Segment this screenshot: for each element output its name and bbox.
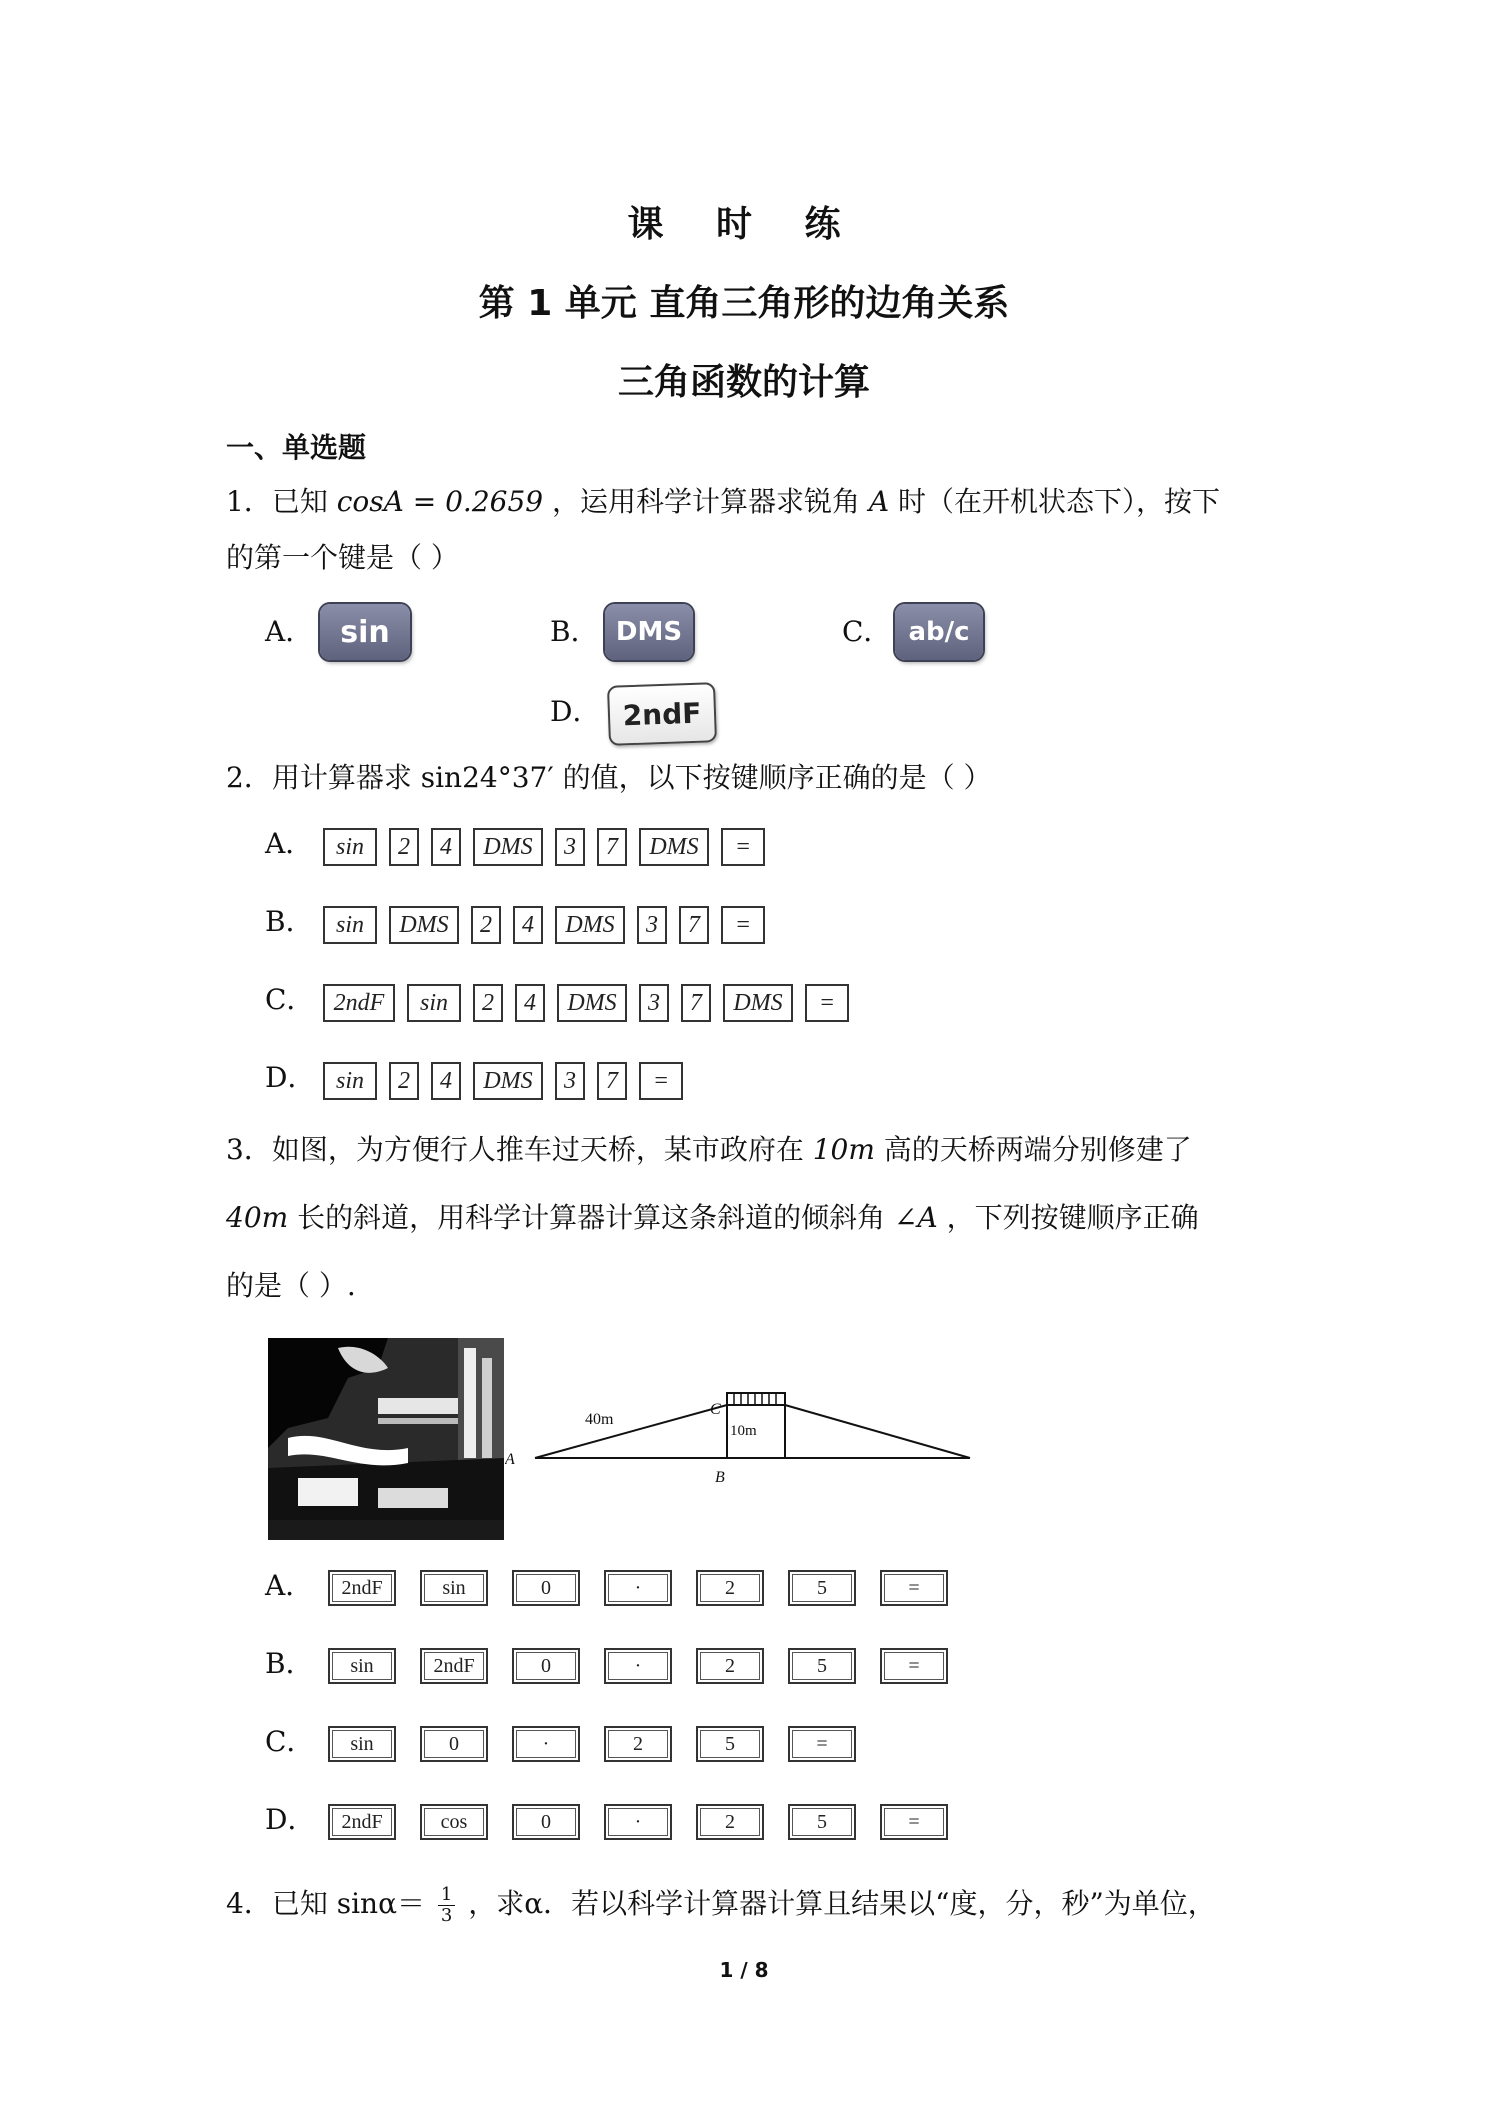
key-sin-key (328, 1726, 396, 1762)
key-DMS-key (639, 828, 709, 866)
key-label: 7 (690, 989, 702, 1016)
key-0-key (512, 1570, 580, 1606)
q4-stem (226, 1884, 1216, 1926)
key-7-key (597, 1062, 627, 1100)
key-label: = (818, 989, 836, 1016)
key--equals (788, 1726, 856, 1762)
key-3-key (555, 828, 585, 866)
key-2ndF-key (323, 984, 395, 1022)
q1-option-a-label: A． (265, 615, 314, 648)
key-label: 3 (648, 989, 660, 1016)
key--equals (805, 984, 849, 1022)
key-label: 0 (449, 1732, 459, 1755)
q1-option-c-label: C． (842, 615, 892, 648)
key-2-key (696, 1570, 764, 1606)
key-label: = (734, 833, 752, 860)
page-title: 课 时 练 (627, 204, 861, 245)
key-label: 7 (606, 1067, 618, 1094)
key-DMS-key (555, 906, 625, 944)
key-label: 5 (817, 1810, 827, 1833)
q3-math: 10m (812, 1133, 875, 1166)
key--equals (721, 906, 765, 944)
key-DMS-key (473, 1062, 543, 1100)
key-label: 5 (817, 1654, 827, 1677)
point-a-label: A (505, 1451, 515, 1468)
q1-text: 1．已知 (226, 485, 337, 518)
key-2-key (389, 1062, 419, 1100)
q3-options-option-label: A． (265, 1569, 314, 1602)
key-label: · (634, 1654, 642, 1677)
key--equals (880, 1648, 948, 1684)
lesson-subtitle: 三角函数的计算 (617, 362, 870, 403)
unit-title: 第 1 单元 直角三角形的边角关系 (478, 283, 1010, 324)
key-label: · (634, 1810, 642, 1833)
key--equals (721, 828, 765, 866)
key-3-key (637, 906, 667, 944)
key-label: 0 (541, 1654, 551, 1677)
key-label: = (908, 1810, 920, 1833)
key-label: DMS (733, 989, 783, 1016)
key-4-key (431, 1062, 461, 1100)
q3-text: 长的斜道，用科学计算器计算这条斜道的倾斜角 (288, 1201, 894, 1234)
key-3-key (639, 984, 669, 1022)
key-2-key (696, 1648, 764, 1684)
page-number: 1 / 8 (719, 1958, 769, 1982)
point-c-label: C (710, 1401, 721, 1418)
key-7-key (679, 906, 709, 944)
key-label: 4 (522, 911, 534, 938)
key-label: 2 (633, 1732, 643, 1755)
key-label: · (634, 1576, 642, 1599)
key-label: · (542, 1732, 550, 1755)
q2-options-option-label: C． (265, 983, 315, 1016)
key-label: DMS (567, 989, 617, 1016)
key-5-key (788, 1804, 856, 1840)
q1-key-dms: DMS (605, 604, 693, 660)
q3-stem-line2 (226, 1198, 1199, 1238)
key-2ndF-key (328, 1804, 396, 1840)
key-label: 2 (725, 1654, 735, 1677)
key-label: 2 (398, 1067, 410, 1094)
key-label: DMS (649, 833, 699, 860)
q1-var: A (868, 485, 890, 518)
key--dot (512, 1726, 580, 1762)
q1-text: ，运用科学计算器求锐角 (543, 485, 869, 518)
key-label: sin (350, 1732, 374, 1755)
q4-text: 4．已知 sinα＝ (226, 1887, 425, 1920)
key-label: 4 (524, 989, 536, 1016)
q1-option-d-label: D． (550, 695, 601, 728)
key-label: = (734, 911, 752, 938)
q2-stem: 2．用计算器求 sin24°37′ 的值，以下按键顺序正确的是（ ） (226, 761, 992, 794)
key-label: sin (335, 911, 364, 938)
key-label: 4 (440, 833, 452, 860)
key--dot (604, 1648, 672, 1684)
key-label: 7 (606, 833, 618, 860)
key-5-key (696, 1726, 764, 1762)
key-sin-key (323, 906, 377, 944)
q4-fraction (438, 1885, 455, 1926)
section-heading: 一、单选题 (226, 431, 367, 464)
key-label: 3 (564, 833, 576, 860)
key-3-key (555, 1062, 585, 1100)
key--equals (639, 1062, 683, 1100)
key-0-key (420, 1726, 488, 1762)
key-label: 0 (541, 1576, 551, 1599)
key-label: 2ndF (333, 989, 385, 1016)
key-sin-key (407, 984, 461, 1022)
q1-stem-line2: 的第一个键是（ ） (226, 541, 459, 574)
height-label: 10m (730, 1423, 757, 1439)
q4-fraction-numerator: 1 (438, 1885, 455, 1906)
key--dot (604, 1804, 672, 1840)
key-label: DMS (483, 1067, 533, 1094)
q2-options-option-label: D． (265, 1061, 316, 1094)
key-label: = (908, 1576, 920, 1599)
key-DMS-key (473, 828, 543, 866)
q1-key-2ndf: 2ndF (607, 682, 717, 746)
key-label: DMS (399, 911, 449, 938)
key-DMS-key (723, 984, 793, 1022)
key-5-key (788, 1648, 856, 1684)
key-label: sin (442, 1576, 466, 1599)
key-5-key (788, 1570, 856, 1606)
q1-stem-line1 (226, 482, 1220, 522)
key-0-key (512, 1804, 580, 1840)
key-2-key (471, 906, 501, 944)
q3-text: 3．如图，为方便行人推车过天桥，某市政府在 (226, 1133, 813, 1166)
key--equals (880, 1804, 948, 1840)
key-4-key (515, 984, 545, 1022)
key-sin-key (420, 1570, 488, 1606)
key-4-key (513, 906, 543, 944)
key-label: DMS (565, 911, 615, 938)
q4-text: ，求α．若以科学计算器计算且结果以“度，分，秒”为单位， (468, 1887, 1216, 1920)
key-label: 5 (817, 1576, 827, 1599)
key-label: sin (335, 833, 364, 860)
key-2-key (604, 1726, 672, 1762)
key-label: 2 (482, 989, 494, 1016)
q3-text: ，下列按键顺序正确 (937, 1201, 1199, 1234)
key-7-key (597, 828, 627, 866)
q3-math: 40m (226, 1201, 289, 1234)
key-2ndF-key (420, 1648, 488, 1684)
key--dot (604, 1570, 672, 1606)
q2-options-option-label: A． (265, 827, 314, 860)
point-b-label: B (715, 1469, 725, 1486)
key-label: = (908, 1654, 920, 1677)
key-label: sin (350, 1654, 374, 1677)
key-4-key (431, 828, 461, 866)
key-label: 5 (725, 1732, 735, 1755)
key-label: cos (440, 1810, 468, 1833)
key-2-key (389, 828, 419, 866)
q1-option-b-label: B． (550, 615, 599, 648)
q1-text: 时（在开机状态下），按下 (889, 485, 1221, 518)
q1-key-sin: sin (320, 604, 410, 660)
bridge-photo (268, 1338, 504, 1540)
key-0-key (512, 1648, 580, 1684)
q1-math: cosA = 0.2659 (336, 485, 544, 518)
key-label: DMS (483, 833, 533, 860)
q3-text: 高的天桥两端分别修建了 (874, 1133, 1192, 1166)
key-2-key (696, 1804, 764, 1840)
key-sin-key (323, 1062, 377, 1100)
key-cos-key (420, 1804, 488, 1840)
q3-angle: ∠A (894, 1201, 938, 1234)
key-label: 4 (440, 1067, 452, 1094)
key-label: 7 (688, 911, 700, 938)
q4-fraction-denominator: 3 (440, 1905, 453, 1926)
key-label: 2ndF (341, 1576, 383, 1599)
key-sin-key (328, 1648, 396, 1684)
q1-key-fraction: ab/c (895, 604, 983, 660)
slope-label: 40m (585, 1411, 614, 1428)
key-label: 2ndF (433, 1654, 475, 1677)
key-label: 2 (725, 1810, 735, 1833)
key-label: 2 (398, 833, 410, 860)
key--equals (880, 1570, 948, 1606)
q3-options-option-label: C． (265, 1725, 315, 1758)
key-label: 0 (541, 1810, 551, 1833)
key-label: sin (335, 1067, 364, 1094)
q3-options-option-label: D． (265, 1803, 316, 1836)
key-DMS-key (557, 984, 627, 1022)
key-sin-key (323, 828, 377, 866)
q3-stem-line1 (226, 1130, 1192, 1170)
q2-options-option-label: B． (265, 905, 314, 938)
key-2ndF-key (328, 1570, 396, 1606)
key-label: = (652, 1067, 670, 1094)
key-label: 2 (480, 911, 492, 938)
key-label: sin (419, 989, 448, 1016)
q3-stem-line3: 的是（ ）. (226, 1269, 356, 1302)
bridge-diagram (505, 1380, 985, 1490)
key-label: 2ndF (341, 1810, 383, 1833)
key-label: 2 (725, 1576, 735, 1599)
key-DMS-key (389, 906, 459, 944)
key-label: = (816, 1732, 828, 1755)
key-7-key (681, 984, 711, 1022)
q3-options-option-label: B． (265, 1647, 314, 1680)
key-label: 3 (564, 1067, 576, 1094)
key-label: 3 (646, 911, 658, 938)
key-2-key (473, 984, 503, 1022)
